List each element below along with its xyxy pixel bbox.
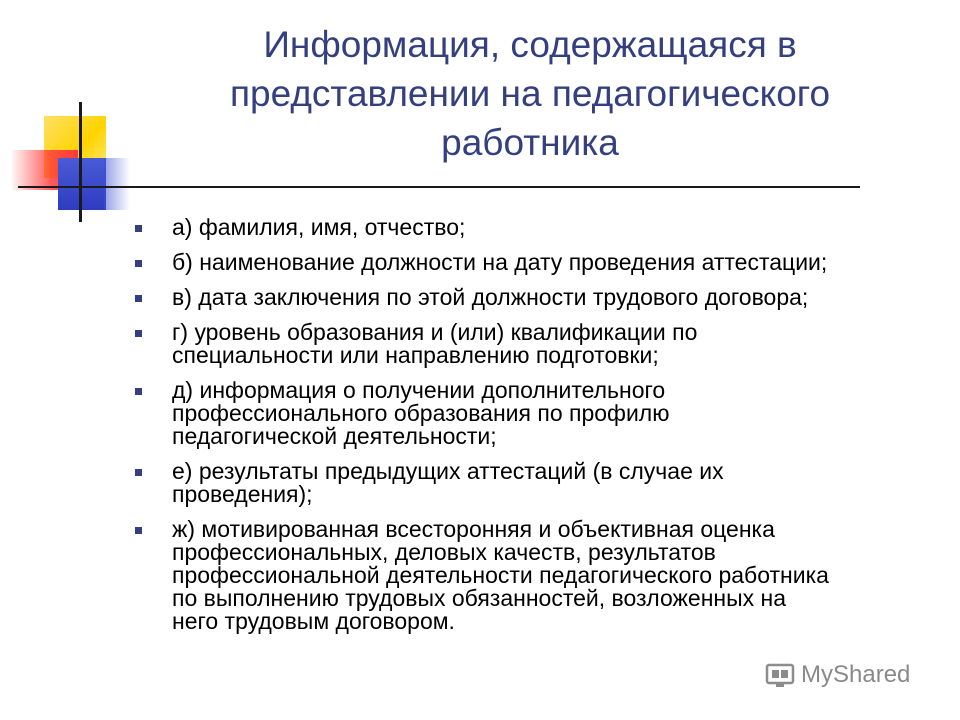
square-bullet-icon — [135, 527, 142, 534]
list-item-line: д) информация о получении дополнительного — [172, 377, 666, 403]
myshared-logo-icon — [765, 661, 795, 689]
slide-title — [150, 20, 910, 167]
square-bullet-icon — [135, 330, 142, 337]
list-item-line: профессионального образования по профилю — [172, 400, 670, 426]
list-item-line: профессиональной деятельности педагогического работника — [172, 562, 829, 588]
square-bullet-icon — [135, 295, 142, 302]
requirements-list — [134, 216, 944, 645]
list-item-line: педагогической деятельности; — [172, 423, 497, 449]
decorative-blue-square — [58, 158, 106, 210]
decorative-blue-fade — [104, 158, 130, 210]
square-bullet-icon — [135, 225, 142, 232]
list-item-line: г) уровень образования и (или) квалификации по — [172, 319, 698, 345]
list-item-line: е) результаты предыдущих аттестаций (в случае их — [172, 458, 724, 484]
list-item-line: проведения); — [172, 481, 313, 507]
watermark-text: MyShared — [801, 661, 911, 688]
list-item-a — [134, 216, 944, 239]
list-item-line: профессиональных, деловых качеств, результатов — [172, 539, 716, 565]
list-item-line: б) наименование должности на дату проведения аттестации; — [172, 249, 828, 275]
list-item-e — [134, 460, 944, 506]
list-item-v — [134, 286, 944, 309]
title-divider-line — [18, 186, 860, 188]
list-item-line: него трудовым договором. — [172, 608, 455, 634]
slide-title-line: представлении на педагогического — [229, 73, 831, 114]
list-item-line: специальности или направлению подготовки; — [172, 342, 659, 368]
list-item-line: а) фамилия, имя, отчество; — [172, 214, 466, 240]
list-item-line: ж) мотивированная всесторонняя и объективная оценка — [172, 516, 775, 542]
slide-title-line: Информация, содержащаяся в — [263, 24, 797, 65]
decorative-vertical-line — [79, 102, 82, 222]
list-item-zh — [134, 518, 944, 633]
list-item-line: в) дата заключения по этой должности трудового договора; — [172, 284, 809, 310]
list-item-g — [134, 321, 944, 367]
list-item-line: по выполнению трудовых обязанностей, возложенных на — [172, 585, 787, 611]
slide-title-line: работника — [441, 122, 619, 163]
list-item-b — [134, 251, 944, 274]
list-item-d — [134, 379, 944, 448]
square-bullet-icon — [135, 260, 142, 267]
myshared-watermark[interactable] — [765, 658, 910, 692]
square-bullet-icon — [135, 388, 142, 395]
square-bullet-icon — [135, 469, 142, 476]
